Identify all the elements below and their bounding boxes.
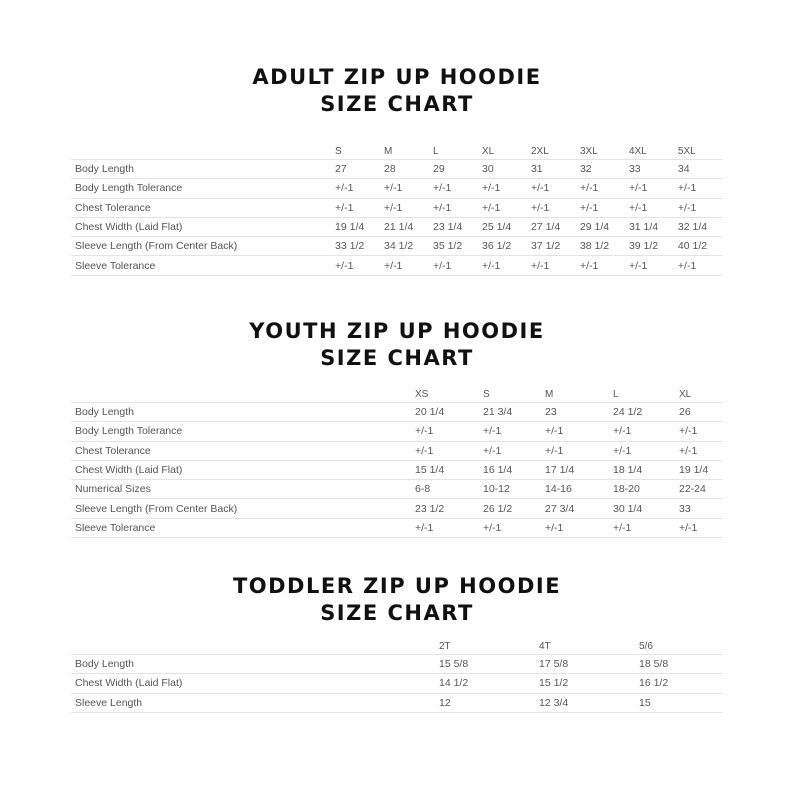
table-cell: 18 5/8 bbox=[635, 655, 723, 674]
table-cell: +/-1 bbox=[625, 179, 674, 198]
table-cell: 30 bbox=[478, 160, 527, 179]
table-cell: 15 bbox=[635, 693, 723, 712]
table-row bbox=[71, 403, 723, 422]
adult-header-size: 4XL bbox=[625, 143, 674, 160]
table-cell: 15 1/4 bbox=[411, 460, 479, 479]
table-cell: 29 1/4 bbox=[576, 217, 625, 236]
youth-header-size: XL bbox=[675, 386, 723, 403]
toddler-header-blank bbox=[71, 638, 435, 655]
row-label: Numerical Sizes bbox=[71, 480, 411, 499]
table-cell: +/-1 bbox=[380, 256, 429, 275]
table-row bbox=[71, 674, 723, 693]
table-row bbox=[71, 217, 723, 236]
adult-header-size: S bbox=[331, 143, 380, 160]
table-row bbox=[71, 499, 723, 518]
youth-header-row bbox=[71, 386, 723, 403]
adult-title-line1: ADULT ZIP UP HOODIE bbox=[252, 65, 542, 89]
youth-title-line1: YOUTH ZIP UP HOODIE bbox=[249, 319, 545, 343]
table-cell: 23 1/2 bbox=[411, 499, 479, 518]
adult-header-size: M bbox=[380, 143, 429, 160]
table-cell: 14-16 bbox=[541, 480, 609, 499]
toddler-header-row bbox=[71, 638, 723, 655]
table-cell: +/-1 bbox=[479, 518, 541, 537]
youth-header-size: XS bbox=[411, 386, 479, 403]
row-label: Chest Width (Laid Flat) bbox=[71, 674, 435, 693]
table-cell: 38 1/2 bbox=[576, 237, 625, 256]
table-cell: +/-1 bbox=[429, 179, 478, 198]
table-cell: +/-1 bbox=[411, 422, 479, 441]
table-cell: +/-1 bbox=[675, 422, 723, 441]
table-cell: +/-1 bbox=[331, 179, 380, 198]
table-cell: 35 1/2 bbox=[429, 237, 478, 256]
table-cell: 20 1/4 bbox=[411, 403, 479, 422]
adult-header-row bbox=[71, 143, 723, 160]
table-row bbox=[71, 693, 723, 712]
table-cell: +/-1 bbox=[674, 256, 723, 275]
table-cell: 33 1/2 bbox=[331, 237, 380, 256]
table-cell: +/-1 bbox=[527, 179, 576, 198]
table-row bbox=[71, 518, 723, 537]
table-cell: 33 bbox=[625, 160, 674, 179]
table-cell: 12 bbox=[435, 693, 535, 712]
table-cell: 14 1/2 bbox=[435, 674, 535, 693]
table-row bbox=[71, 480, 723, 499]
row-label: Sleeve Length (From Center Back) bbox=[71, 499, 411, 518]
table-cell: +/-1 bbox=[675, 518, 723, 537]
row-label: Sleeve Length (From Center Back) bbox=[71, 237, 331, 256]
table-cell: +/-1 bbox=[609, 422, 675, 441]
adult-header-size: 5XL bbox=[674, 143, 723, 160]
table-cell: +/-1 bbox=[479, 422, 541, 441]
youth-header-size: L bbox=[609, 386, 675, 403]
row-label: Chest Tolerance bbox=[71, 198, 331, 217]
table-cell: 22-24 bbox=[675, 480, 723, 499]
table-cell: 32 1/4 bbox=[674, 217, 723, 236]
table-cell: +/-1 bbox=[609, 518, 675, 537]
table-cell: 19 1/4 bbox=[675, 460, 723, 479]
table-cell: 34 1/2 bbox=[380, 237, 429, 256]
table-cell: +/-1 bbox=[331, 198, 380, 217]
table-cell: +/-1 bbox=[331, 256, 380, 275]
row-label: Sleeve Tolerance bbox=[71, 256, 331, 275]
table-cell: +/-1 bbox=[429, 198, 478, 217]
table-cell: 23 bbox=[541, 403, 609, 422]
adult-size-table bbox=[71, 143, 723, 276]
toddler-size-table bbox=[71, 638, 723, 713]
row-label: Chest Width (Laid Flat) bbox=[71, 217, 331, 236]
table-cell: +/-1 bbox=[625, 256, 674, 275]
table-cell: 39 1/2 bbox=[625, 237, 674, 256]
table-cell: 6-8 bbox=[411, 480, 479, 499]
table-cell: +/-1 bbox=[429, 256, 478, 275]
table-cell: 23 1/4 bbox=[429, 217, 478, 236]
row-label: Body Length bbox=[71, 403, 411, 422]
table-cell: 15 1/2 bbox=[535, 674, 635, 693]
table-cell: +/-1 bbox=[479, 441, 541, 460]
table-cell: 27 1/4 bbox=[527, 217, 576, 236]
table-cell: 33 bbox=[675, 499, 723, 518]
toddler-header-size: 2T bbox=[435, 638, 535, 655]
row-label: Sleeve Tolerance bbox=[71, 518, 411, 537]
table-cell: +/-1 bbox=[609, 441, 675, 460]
adult-header-size: 2XL bbox=[527, 143, 576, 160]
table-cell: 26 1/2 bbox=[479, 499, 541, 518]
toddler-header-size: 5/6 bbox=[635, 638, 723, 655]
table-cell: 26 bbox=[675, 403, 723, 422]
table-cell: +/-1 bbox=[411, 518, 479, 537]
table-cell: 21 1/4 bbox=[380, 217, 429, 236]
table-cell: 27 3/4 bbox=[541, 499, 609, 518]
table-cell: 17 1/4 bbox=[541, 460, 609, 479]
table-cell: 16 1/2 bbox=[635, 674, 723, 693]
youth-title-line2: SIZE CHART bbox=[320, 346, 474, 370]
table-cell: 27 bbox=[331, 160, 380, 179]
youth-header-blank bbox=[71, 386, 411, 403]
table-cell: +/-1 bbox=[478, 179, 527, 198]
toddler-title-line1: TODDLER ZIP UP HOODIE bbox=[232, 574, 562, 598]
table-cell: +/-1 bbox=[576, 179, 625, 198]
table-cell: 15 5/8 bbox=[435, 655, 535, 674]
table-row bbox=[71, 460, 723, 479]
toddler-header-size: 4T bbox=[535, 638, 635, 655]
table-cell: 31 1/4 bbox=[625, 217, 674, 236]
table-cell: 24 1/2 bbox=[609, 403, 675, 422]
youth-header-size: S bbox=[479, 386, 541, 403]
table-cell: +/-1 bbox=[527, 198, 576, 217]
table-cell: +/-1 bbox=[411, 441, 479, 460]
toddler-chart-title bbox=[0, 573, 794, 627]
table-cell: 21 3/4 bbox=[479, 403, 541, 422]
table-cell: +/-1 bbox=[380, 198, 429, 217]
table-cell: +/-1 bbox=[625, 198, 674, 217]
table-cell: 19 1/4 bbox=[331, 217, 380, 236]
table-cell: 29 bbox=[429, 160, 478, 179]
table-cell: +/-1 bbox=[674, 198, 723, 217]
table-cell: 25 1/4 bbox=[478, 217, 527, 236]
table-row bbox=[71, 237, 723, 256]
adult-title-line2: SIZE CHART bbox=[320, 92, 474, 116]
table-cell: +/-1 bbox=[380, 179, 429, 198]
table-cell: 28 bbox=[380, 160, 429, 179]
table-row bbox=[71, 441, 723, 460]
table-cell: 18 1/4 bbox=[609, 460, 675, 479]
youth-chart-title bbox=[0, 318, 794, 372]
table-row bbox=[71, 160, 723, 179]
row-label: Sleeve Length bbox=[71, 693, 435, 712]
table-row bbox=[71, 256, 723, 275]
table-cell: +/-1 bbox=[541, 422, 609, 441]
row-label: Body Length bbox=[71, 160, 331, 179]
table-cell: +/-1 bbox=[541, 518, 609, 537]
toddler-title-line2: SIZE CHART bbox=[320, 601, 474, 625]
table-cell: +/-1 bbox=[478, 256, 527, 275]
table-cell: 10-12 bbox=[479, 480, 541, 499]
adult-chart-title bbox=[0, 64, 794, 118]
table-cell: 31 bbox=[527, 160, 576, 179]
table-cell: 16 1/4 bbox=[479, 460, 541, 479]
youth-header-size: M bbox=[541, 386, 609, 403]
table-row bbox=[71, 655, 723, 674]
adult-header-size: XL bbox=[478, 143, 527, 160]
table-row bbox=[71, 179, 723, 198]
adult-header-size: L bbox=[429, 143, 478, 160]
table-cell: +/-1 bbox=[576, 198, 625, 217]
table-cell: 32 bbox=[576, 160, 625, 179]
table-cell: 36 1/2 bbox=[478, 237, 527, 256]
table-cell: +/-1 bbox=[675, 441, 723, 460]
table-cell: 34 bbox=[674, 160, 723, 179]
table-cell: +/-1 bbox=[527, 256, 576, 275]
table-cell: +/-1 bbox=[478, 198, 527, 217]
table-cell: 37 1/2 bbox=[527, 237, 576, 256]
table-row bbox=[71, 198, 723, 217]
row-label: Body Length bbox=[71, 655, 435, 674]
table-cell: +/-1 bbox=[576, 256, 625, 275]
table-cell: +/-1 bbox=[541, 441, 609, 460]
youth-size-table bbox=[71, 386, 723, 538]
adult-header-blank bbox=[71, 143, 331, 160]
row-label: Chest Tolerance bbox=[71, 441, 411, 460]
table-row bbox=[71, 422, 723, 441]
table-cell: +/-1 bbox=[674, 179, 723, 198]
row-label: Body Length Tolerance bbox=[71, 422, 411, 441]
table-cell: 18-20 bbox=[609, 480, 675, 499]
row-label: Chest Width (Laid Flat) bbox=[71, 460, 411, 479]
row-label: Body Length Tolerance bbox=[71, 179, 331, 198]
table-cell: 17 5/8 bbox=[535, 655, 635, 674]
table-cell: 12 3/4 bbox=[535, 693, 635, 712]
adult-header-size: 3XL bbox=[576, 143, 625, 160]
table-cell: 40 1/2 bbox=[674, 237, 723, 256]
table-cell: 30 1/4 bbox=[609, 499, 675, 518]
